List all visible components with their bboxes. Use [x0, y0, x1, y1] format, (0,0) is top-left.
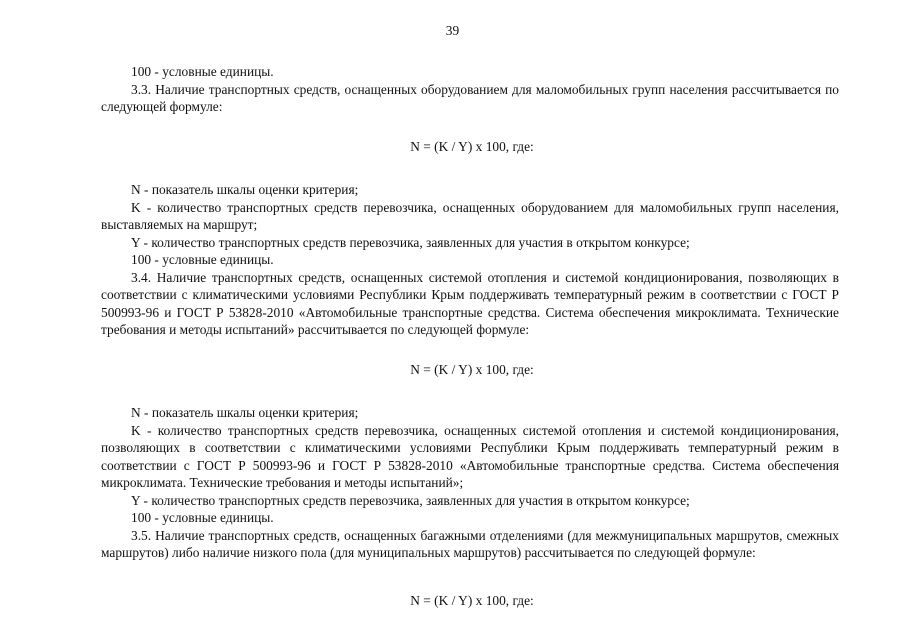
paragraph-y-definition-2: Y - количество транспортных средств перевозчика, заявленных для участия в открытом конкурсе; [131, 492, 690, 508]
spacer [101, 378, 839, 404]
paragraph-n-definition-2: N - показатель шкалы оценки критерия; [131, 405, 359, 420]
paragraph-3-4: 3.4. Наличие транспортных средств, оснащенных системой отопления и системой кондиционирования, позволяющих в соответствии с климатическими условиями Республики Крым поддерживать температурный режим в соответствии с ГОСТ Р 500993-96 и ГОСТ Р 53828-2010 «Автомобильные транспортные средства. Система обеспечения микроклимата. Технические требования и методы испытаний» рассчитывается по следующей формуле: [101, 269, 839, 337]
spacer [101, 562, 839, 592]
page-number: 39 [445, 23, 460, 38]
paragraph-units-2: 100 - условные единицы. [131, 252, 274, 267]
paragraph-k-definition: K - количество транспортных средств перевозчика, оснащенных оборудованием для маломобильных групп населения, выставляемых на маршрут; [101, 199, 839, 232]
formula-3-5: N = (K / Y) x 100, где: [410, 592, 534, 608]
paragraph-n-definition: N - показатель шкалы оценки критерия; [131, 182, 359, 197]
paragraph-y-definition: Y - количество транспортных средств перевозчика, заявленных для участия в открытом конкурсе; [131, 234, 690, 250]
formula-3-3: N = (K / Y) x 100, где: [410, 138, 534, 154]
spacer [101, 339, 839, 361]
paragraph-3-5: 3.5. Наличие транспортных средств, оснащенных багажными отделениями (для межмуниципальных маршрутов, смежных маршрутов) либо наличие низкого пола (для муниципальных маршрутов) рассчитывается по следующей формуле: [101, 527, 839, 560]
paragraph-units-3: 100 - условные единицы. [131, 510, 274, 525]
document-body [101, 63, 839, 609]
paragraph-k-definition-2: K - количество транспортных средств перевозчика, оснащенных системой отопления и системой кондиционирования, позволяющих в соответствии с климатическими условиями Республики Крым поддерживать температурный режим в соответствии с ГОСТ Р 500993-96 и ГОСТ Р 53828-2010 «Автомобильные транспортные средства. Система обеспечения микроклимата. Технические требования и методы испытаний»; [101, 422, 839, 490]
formula-3-4: N = (K / Y) x 100, где: [410, 361, 534, 377]
paragraph-units-1: 100 - условные единицы. [131, 64, 274, 79]
spacer [101, 116, 839, 138]
spacer [101, 155, 839, 181]
paragraph-3-3: 3.3. Наличие транспортных средств, оснащенных оборудованием для маломобильных групп населения рассчитывается по следующей формуле: [101, 81, 839, 114]
